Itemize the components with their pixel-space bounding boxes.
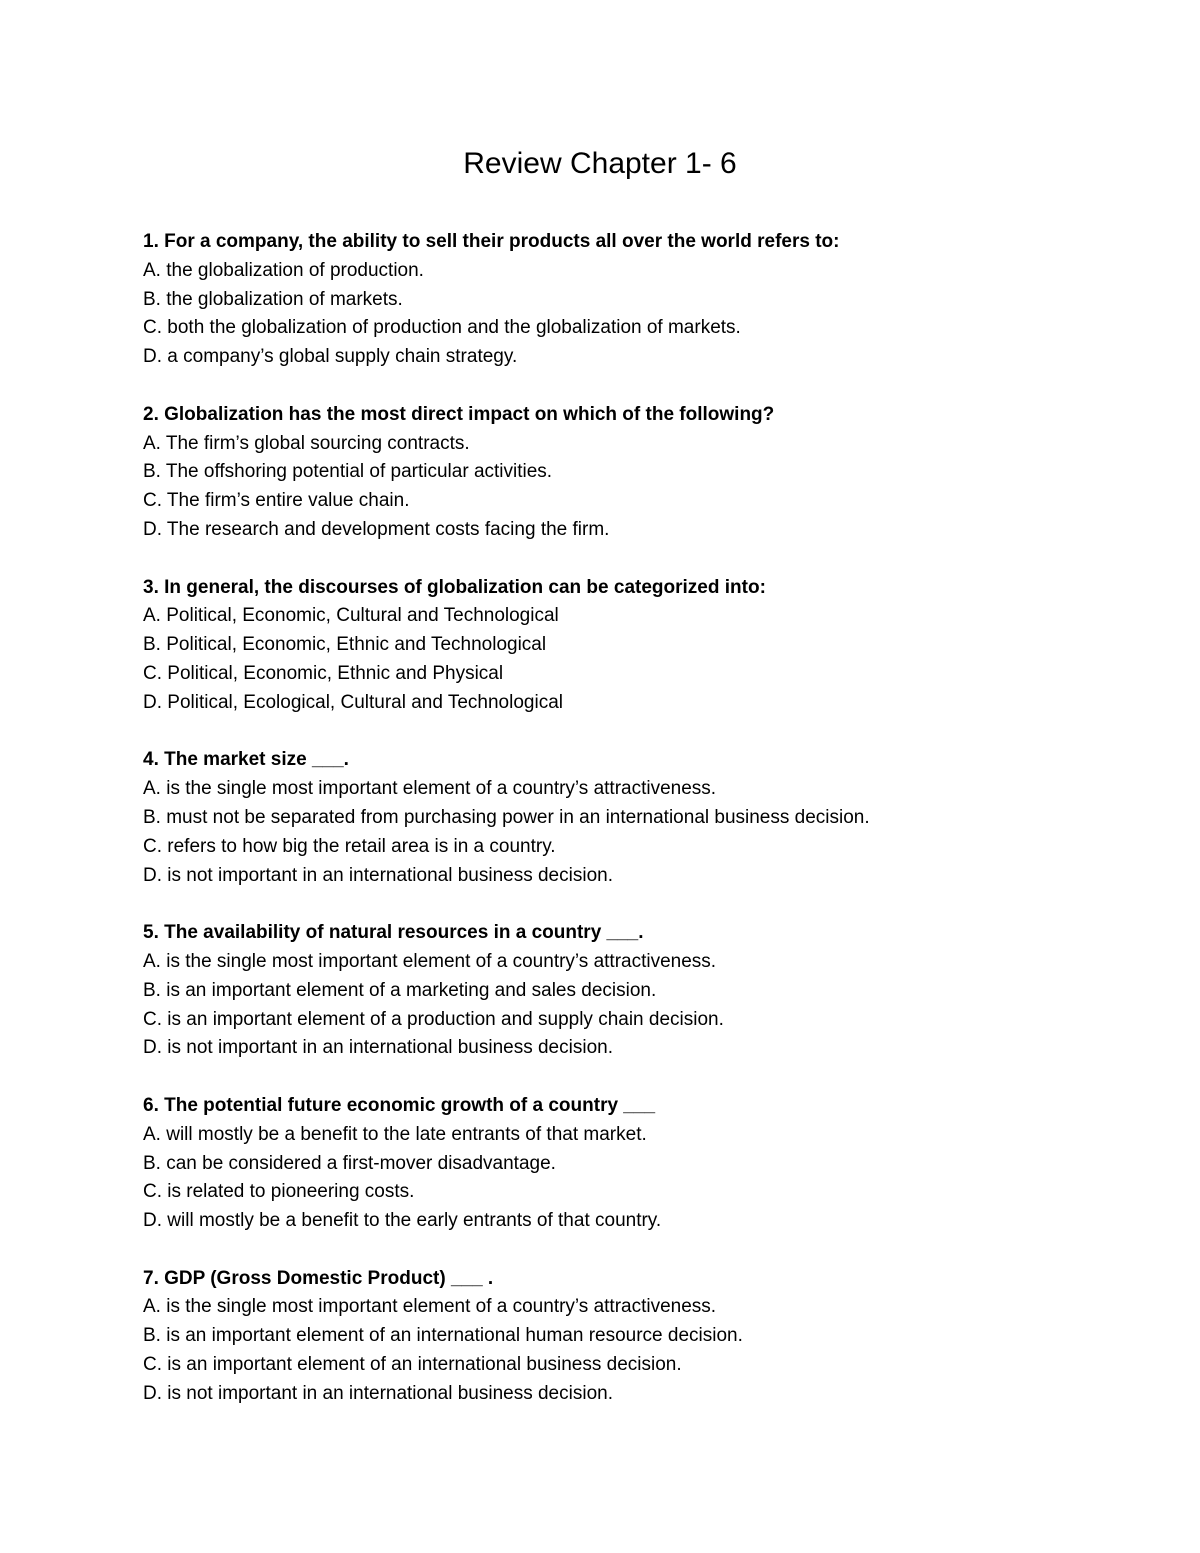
question-stem: 4. The market size ___. bbox=[143, 749, 349, 771]
answer-option: D. a company’s global supply chain strategy. bbox=[143, 346, 518, 368]
answer-option: C. is related to pioneering costs. bbox=[143, 1181, 415, 1203]
answer-option: A. will mostly be a benefit to the late entrants of that market. bbox=[143, 1123, 647, 1145]
question-2 bbox=[143, 401, 1143, 545]
answer-option: A. the globalization of production. bbox=[143, 259, 424, 281]
page-title: Review Chapter 1- 6 bbox=[463, 147, 737, 180]
answer-option: D. The research and development costs facing the firm. bbox=[143, 518, 610, 540]
answer-option: C. is an important element of an international business decision. bbox=[143, 1354, 682, 1376]
answer-option: D. is not important in an international business decision. bbox=[143, 864, 613, 886]
answer-option: B. can be considered a first-mover disadvantage. bbox=[143, 1152, 556, 1174]
answer-option: C. both the globalization of production and the globalization of markets. bbox=[143, 317, 741, 339]
answer-option: B. the globalization of markets. bbox=[143, 288, 403, 310]
question-7 bbox=[143, 1265, 1143, 1409]
answer-option: D. will mostly be a benefit to the early entrants of that country. bbox=[143, 1210, 662, 1232]
answer-option: B. must not be separated from purchasing power in an international business decision. bbox=[143, 806, 870, 828]
answer-option: D. is not important in an international business decision. bbox=[143, 1382, 613, 1404]
answer-option: D. Political, Ecological, Cultural and Technological bbox=[143, 691, 563, 713]
answer-option: D. is not important in an international business decision. bbox=[143, 1037, 613, 1059]
answer-option: B. is an important element of an international human resource decision. bbox=[143, 1325, 743, 1347]
answer-option: B. The offshoring potential of particular activities. bbox=[143, 461, 553, 483]
answer-option: B. Political, Economic, Ethnic and Technological bbox=[143, 634, 547, 656]
answer-option: A. is the single most important element of a country’s attractiveness. bbox=[143, 1296, 717, 1318]
answer-option: A. is the single most important element of a country’s attractiveness. bbox=[143, 950, 717, 972]
question-stem: 1. For a company, the ability to sell their products all over the world refers to: bbox=[143, 231, 840, 252]
question-stem: 6. The potential future economic growth of a country ___ bbox=[143, 1094, 656, 1116]
question-stem: 5. The availability of natural resources in a country ___. bbox=[143, 922, 644, 944]
question-4 bbox=[143, 746, 1143, 890]
question-6 bbox=[143, 1092, 1143, 1236]
answer-option: A. is the single most important element of a country’s attractiveness. bbox=[143, 778, 717, 800]
answer-option: C. The firm’s entire value chain. bbox=[143, 490, 410, 512]
question-stem: 3. In general, the discourses of globalization can be categorized into: bbox=[143, 576, 766, 598]
answer-option: B. is an important element of a marketing and sales decision. bbox=[143, 979, 657, 1001]
question-stem: 2. Globalization has the most direct impact on which of the following? bbox=[143, 403, 775, 425]
question-3 bbox=[143, 574, 1143, 718]
question-5 bbox=[143, 919, 1143, 1063]
answer-option: A. Political, Economic, Cultural and Technological bbox=[143, 605, 559, 627]
question-1 bbox=[143, 228, 1143, 372]
question-stem: 7. GDP (Gross Domestic Product) ___ . bbox=[143, 1267, 494, 1289]
question-list bbox=[143, 228, 1143, 1437]
answer-option: C. Political, Economic, Ethnic and Physical bbox=[143, 662, 504, 684]
answer-option: C. refers to how big the retail area is in a country. bbox=[143, 835, 556, 857]
answer-option: A. The firm’s global sourcing contracts. bbox=[143, 432, 470, 454]
answer-option: C. is an important element of a production and supply chain decision. bbox=[143, 1008, 724, 1030]
